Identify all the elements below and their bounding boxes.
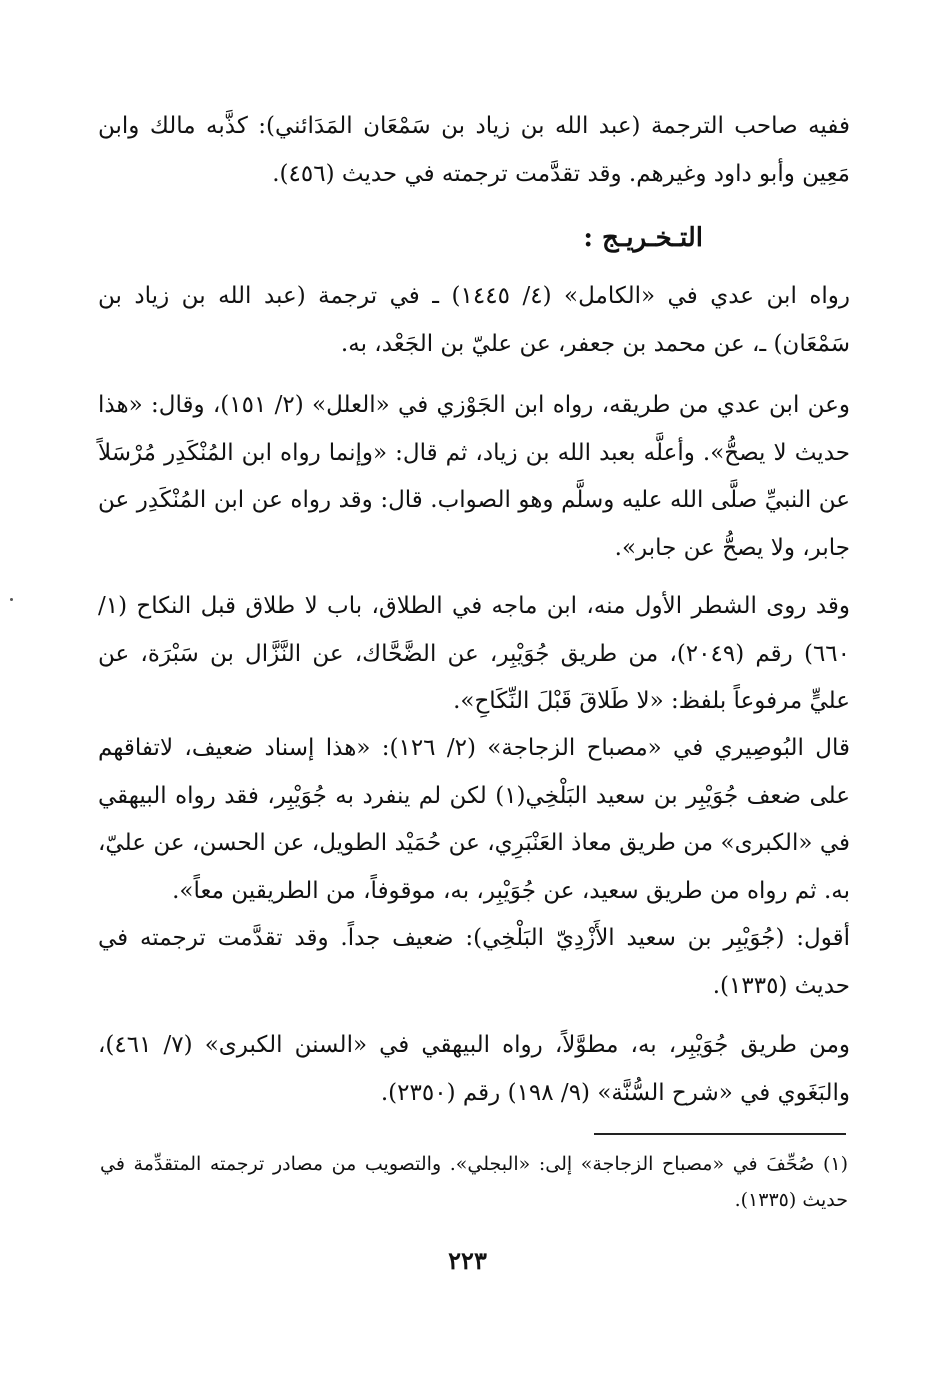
paragraph-busiri: قال البُوصِيري في «مصباح الزجاجة» (٢/ ١٢٦): «هذا إسناد ضعيف، لاتفاقهم على ضعف جُوَيْبِر بن سعيد البَلْخِي(١) لكن لم ينفرد به جُوَيْبِر، فقد رواه البيهقي في «الكبرى» من طريق معاذ العَنْبَرِي، عن حُمَيْد الطويل، عن الحسن، عن عليّ، به. ثم رواه من طريق سعيد، عن جُوَيْبِر، به، موقوفاً، من الطريقين معاً». <box>98 735 850 904</box>
paragraph-author-comment: أقول: (جُوَيْبِر بن سعيد الأَزْدِيّ البَلْخِي): ضعيف جداً. وقد تقدَّمت ترجمته في حديث (١٣٣٥). <box>98 925 850 999</box>
footnote: (١) صُحِّفَ في «مصباح الزجاجة» إلى: «البجلي». والتصويب من مصادر ترجمته المتقدِّمة في حديث (١٣٣٥). <box>100 1153 848 1211</box>
paragraph-ibn-adi: رواه ابن عدي في «الكامل» (٤/ ١٤٤٥) ـ في ترجمة (عبد الله بن زياد بن سَمْعَان) ـ، عن محمد بن جعفر، عن عليّ بن الجَعْد، به. <box>98 283 851 357</box>
section-heading-takhrij: التـخـريـج : <box>583 223 703 253</box>
paragraph-narrator-note: ففيه صاحب الترجمة (عبد الله بن زياد بن سَمْعَان المَدَائني): كذَّبه مالك وابن مَعِين وأبو داود وغيرهم. وقد تقدَّمت ترجمته في حديث (٤٥٦). <box>98 113 850 187</box>
page-number: ٢٢٣ <box>448 1246 487 1275</box>
paragraph-ibn-jawzi: وعن ابن عدي من طريقه، رواه ابن الجَوْزي في «العلل» (٢/ ١٥١)، وقال: «هذا حديث لا يصحُّ». وأعلَّه بعبد الله بن زياد، ثم قال: «وإنما رواه ابن المُنْكَدِر مُرْسَلاً عن النبيِّ صلَّى الله عليه وسلَّم وهو الصواب. قال: وقد رواه عن ابن المُنْكَدِر عن جابر، ولا يصحُّ عن جابر». <box>98 392 850 561</box>
paragraph-ibn-majah: وقد روى الشطر الأول منه، ابن ماجه في الطلاق، باب لا طلاق قبل النكاح (١/ ٦٦٠) رقم (٢٠٤٩)، من طريق جُوَيْبِر، عن الضَّحَّاك، عن النَّزَّال بن سَبْرَة، عن عليٍّ مرفوعاً بلفظ: «لا طَلاقَ قَبْلَ النِّكَاحِ». <box>98 593 850 714</box>
scan-speck <box>10 598 13 601</box>
footnote-divider <box>594 1133 846 1135</box>
paragraph-bayhaqi: ومن طريق جُوَيْبِر، به، مطوَّلاً، رواه البيهقي في «السنن الكبرى» (٧/ ٤٦١)، والبَغَوي في «شرح السُّنَّة» (٩/ ١٩٨) رقم (٢٣٥٠). <box>98 1032 850 1106</box>
